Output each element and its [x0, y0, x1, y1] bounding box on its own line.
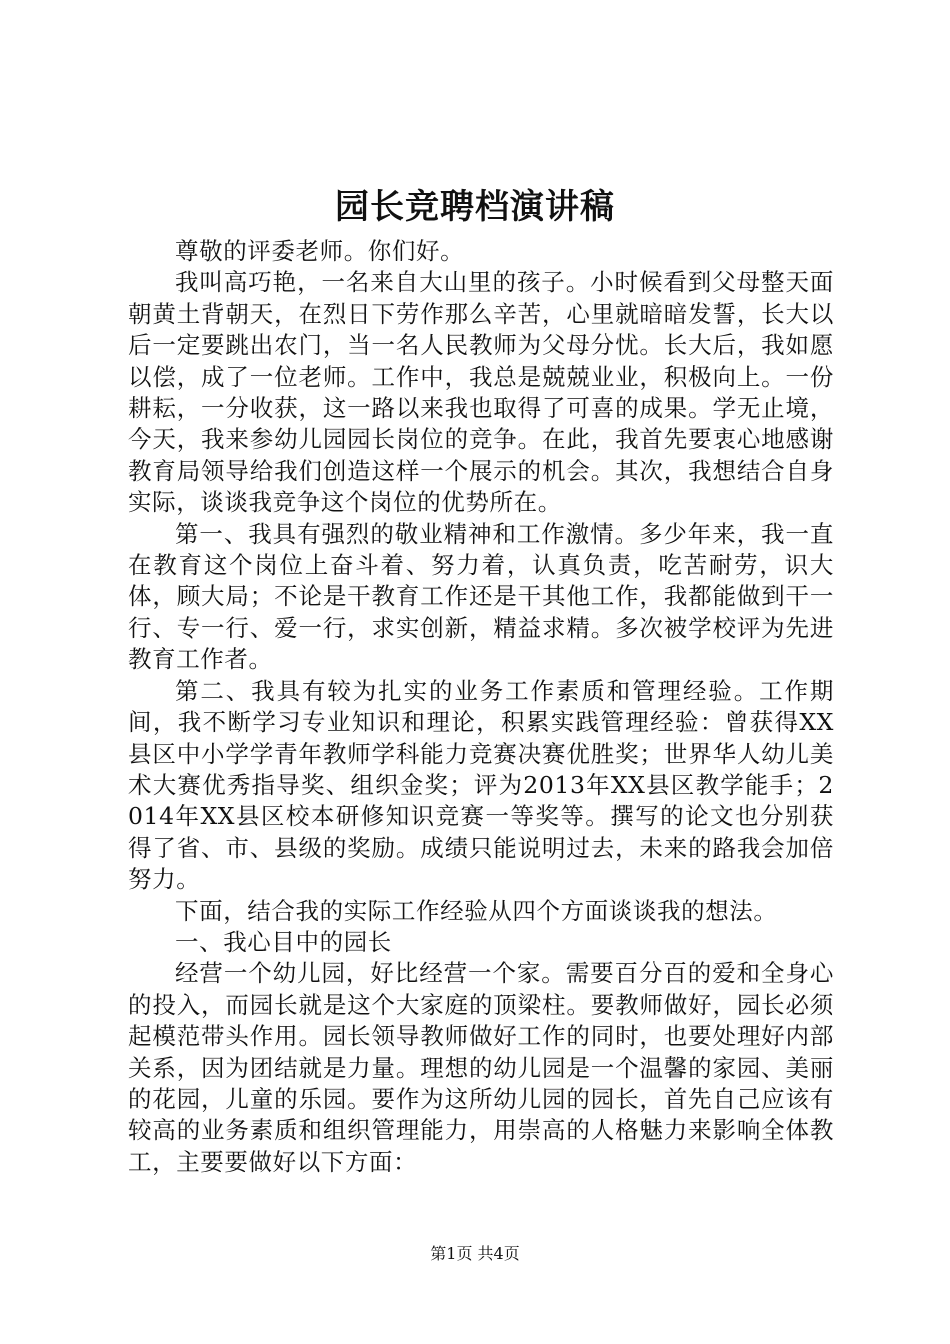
paragraph-second-advantage: 第二、我具有较为扎实的业务工作素质和管理经验。工作期间，我不断学习专业知识和理论，积累实践管理经验：曾获得XX县区中小学学青年教师学科能力竞赛决赛优胜奖；世界华人幼儿美术大赛优秀指导奖、组织金奖；评为2013年XX县区教学能手；2014年XX县区校本研修知识竞赛一等奖等。撰写的论文也分别获得了省、市、县级的奖励。成绩只能说明过去，未来的路我会加倍努力。 — [128, 676, 834, 894]
document-title: 园长竞聘档演讲稿 — [335, 187, 615, 227]
document-body — [128, 236, 834, 1178]
paragraph-ideal-director: 经营一个幼儿园，好比经营一个家。需要百分百的爱和全身心的投入，而园长就是这个大家庭的顶梁柱。要教师做好，园长必须起模范带头作用。园长领导教师做好工作的同时，也要处理好内部关系，因为团结就是力量。理想的幼儿园是一个温馨的家园、美丽的花园，儿童的乐园。要作为这所幼儿园的园长，首先自己应该有较高的业务素质和组织管理能力，用崇高的人格魅力来影响全体教工，主要要做好以下方面： — [128, 959, 834, 1176]
paragraph-transition: 下面，结合我的实际工作经验从四个方面谈谈我的想法。 — [175, 896, 778, 925]
paragraph-introduction: 我叫高巧艳，一名来自大山里的孩子。小时候看到父母整天面朝黄土背朝天，在烈日下劳作那么辛苦，心里就暗暗发誓，长大以后一定要跳出农门，当一名人民教师为父母分忧。长大后，我如愿以偿，成了一位老师。工作中，我总是兢兢业业，积极向上。一份耕耘，一分收获，这一路以来我也取得了可喜的成果。学无止境，今天，我来参幼儿园园长岗位的竞争。在此，我首先要衷心地感谢教育局领导给我们创造这样一个展示的机会。其次，我想结合自身实际，谈谈我竞争这个岗位的优势所在。 — [128, 268, 834, 517]
page-footer: 第1页 共4页 — [430, 1244, 520, 1263]
paragraph-first-advantage: 第一、我具有强烈的敬业精神和工作激情。多少年来，我一直在教育这个岗位上奋斗着、努力着，认真负责，吃苦耐劳，识大体，顾大局；不论是干教育工作还是干其他工作，我都能做到干一行、专一行、爱一行，求实创新，精益求精。多次被学校评为先进教育工作者。 — [128, 519, 834, 674]
section-heading-ideal-director: 一、我心目中的园长 — [175, 927, 392, 956]
paragraph-greeting: 尊敬的评委老师。你们好。 — [175, 237, 465, 265]
